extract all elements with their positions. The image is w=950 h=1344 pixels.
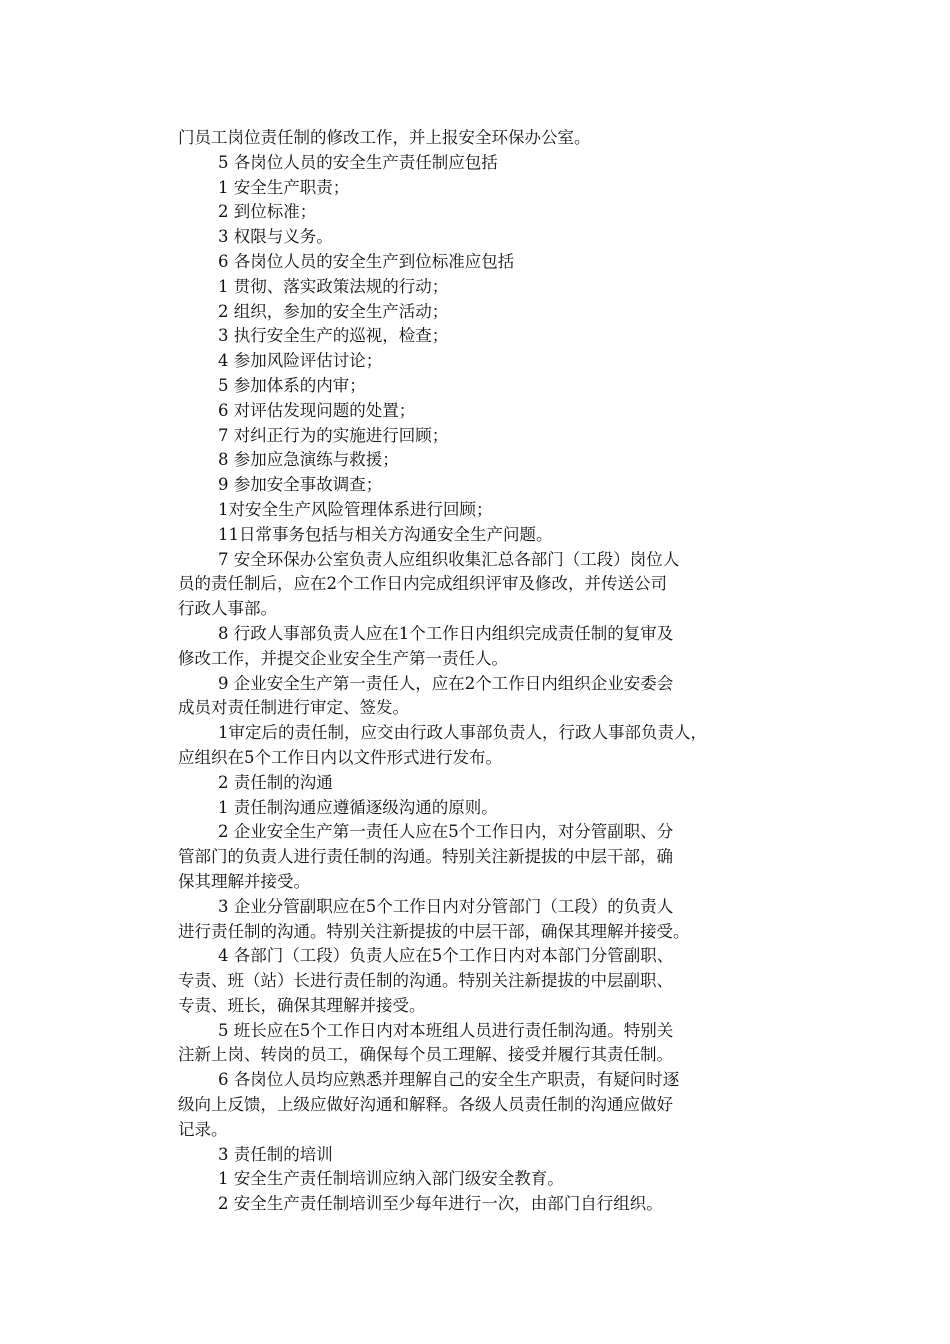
text-line: 8 行政人事部负责人应在1个工作日内组织完成责任制的复审及 (218, 623, 674, 643)
text-line: 行政人事部。 (178, 599, 277, 619)
text-line: 11日常事务包括与相关方沟通安全生产问题。 (218, 524, 553, 544)
text-line: 2 企业安全生产第一责任人应在5个工作日内，对分管副职、分 (218, 822, 674, 842)
text-line: 1 安全生产责任制培训应纳入部门级安全教育。 (218, 1169, 564, 1189)
text-line: 2 组织，参加的安全生产活动； (218, 301, 449, 321)
text-line: 成员对责任制进行审定、签发。 (178, 698, 409, 718)
text-line: 7 对纠正行为的实施进行回顾； (218, 425, 449, 445)
text-line: 2 到位标准； (218, 202, 317, 222)
text-line: 1 贯彻、落实政策法规的行动； (218, 276, 449, 296)
text-line: 9 企业安全生产第一责任人，应在2个工作日内组织企业安委会 (218, 673, 674, 693)
document-body (178, 126, 788, 1217)
text-line: 记录。 (178, 1119, 228, 1139)
text-line: 4 参加风险评估讨论； (218, 351, 383, 371)
text-line: 8 参加应急演练与救援； (218, 450, 399, 470)
text-line: 管部门的负责人进行责任制的沟通。特别关注新提拔的中层干部，确 (178, 847, 673, 867)
text-line: 6 各岗位人员均应熟悉并理解自己的安全生产职责，有疑问时逐 (218, 1070, 680, 1090)
text-line: 1审定后的责任制，应交由行政人事部负责人，行政人事部负责人， (218, 723, 707, 743)
text-line: 4 各部门（工段）负责人应在5个工作日内对本部门分管副职、 (218, 946, 674, 966)
text-line: 1对安全生产风险管理体系进行回顾； (218, 499, 493, 519)
text-line: 5 参加体系的内审； (218, 375, 366, 395)
text-line: 2 安全生产责任制培训至少每年进行一次，由部门自行组织。 (218, 1194, 663, 1214)
text-line: 6 各岗位人员的安全生产到位标准应包括 (218, 251, 515, 271)
text-line: 3 责任制的培训 (218, 1144, 333, 1164)
text-line: 2 责任制的沟通 (218, 772, 333, 792)
text-line: 1 安全生产职责； (218, 177, 350, 197)
text-line: 级向上反馈，上级应做好沟通和解释。各级人员责任制的沟通应做好 (178, 1095, 673, 1115)
text-line: 5 各岗位人员的安全生产责任制应包括 (218, 152, 498, 172)
text-line: 3 企业分管副职应在5个工作日内对分管部门（工段）的负责人 (218, 896, 674, 916)
text-line: 9 参加安全事故调查； (218, 475, 383, 495)
text-line: 5 班长应在5个工作日内对本班组人员进行责任制沟通。特别关 (218, 1020, 674, 1040)
text-line: 6 对评估发现问题的处置； (218, 400, 416, 420)
text-line: 应组织在5个工作日内以文件形式进行发布。 (178, 747, 502, 767)
text-line: 专责、班（站）长进行责任制的沟通。特别关注新提拔的中层副职、 (178, 971, 673, 991)
text-line: 门员工岗位责任制的修改工作，并上报安全环保办公室。 (178, 128, 591, 147)
text-line: 3 权限与义务。 (218, 227, 333, 247)
text-line: 修改工作，并提交企业安全生产第一责任人。 (178, 648, 508, 668)
text-line: 进行责任制的沟通。特别关注新提拔的中层干部，确保其理解并接受。 (178, 921, 690, 941)
text-line: 3 执行安全生产的巡视，检查； (218, 326, 449, 346)
text-line: 员的责任制后，应在2个工作日内完成组织评审及修改，并传送公司 (178, 574, 667, 594)
text-line: 1 责任制沟通应遵循逐级沟通的原则。 (218, 797, 498, 817)
text-line: 7 安全环保办公室负责人应组织收集汇总各部门（工段）岗位人 (218, 549, 680, 569)
text-line: 专责、班长，确保其理解并接受。 (178, 995, 426, 1015)
text-line: 保其理解并接受。 (178, 871, 310, 891)
text-line: 注新上岗、转岗的员工，确保每个员工理解、接受并履行其责任制。 (178, 1045, 673, 1065)
